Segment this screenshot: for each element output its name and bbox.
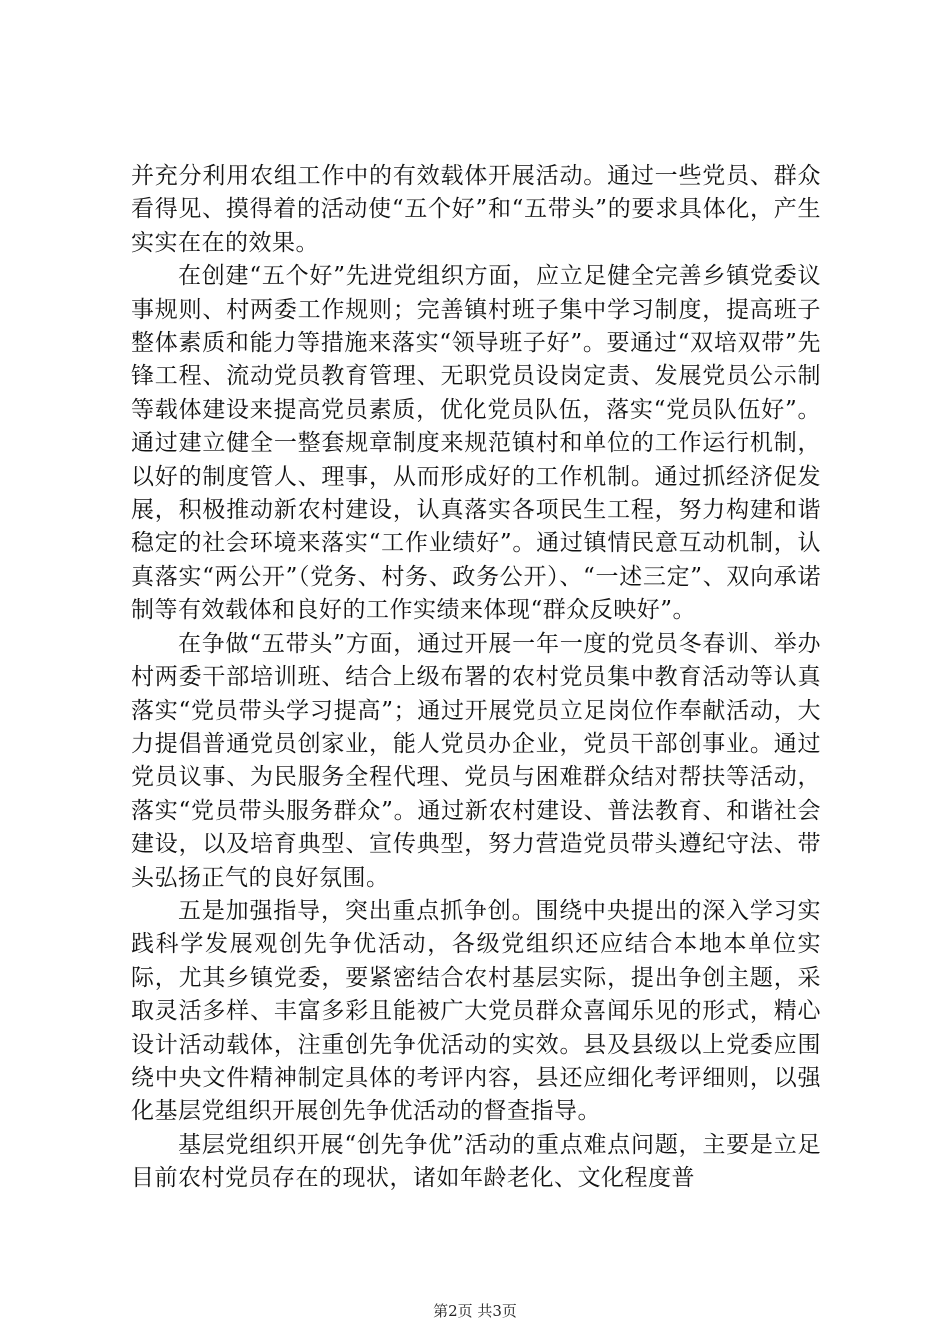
page-footer: 第2页 共3页 [433,1302,517,1320]
document-body [131,160,821,1196]
paragraph: 在创建“五个好”先进党组织方面，应立足健全完善乡镇党委议事规则、村两委工作规则；完善镇村班子集中学习制度，提高班子整体素质和能力等措施来落实“领导班子好”。要通过“双培双带”先锋工程、流动党员教育管理、无职党员设岗定责、发展党员公示制等载体建设来提高党员素质，优化党员队伍，落实“党员队伍好”。通过建立健全一整套规章制度来规范镇村和单位的工作运行机制，以好的制度管人、理事，从而形成好的工作机制。通过抓经济促发展，积极推动新农村建设，认真落实各项民生工程，努力构建和谐稳定的社会环境来落实“工作业绩好”。通过镇情民意互动机制，认真落实“两公开”（党务、村务、政务公开）、“一述三定”、双向承诺制等有效载体和良好的工作实绩来体现“群众反映好”。 [131,263,821,624]
paragraph: 基层党组织开展“创先争优”活动的重点难点问题，主要是立足目前农村党员存在的现状，诸如年龄老化、文化程度普 [131,1131,821,1192]
paragraph: 并充分利用农组工作中的有效载体开展活动。通过一些党员、群众看得见、摸得着的活动使“五个好”和“五带头”的要求具体化，产生实实在在的效果。 [131,163,821,256]
paragraph: 在争做“五带头”方面，通过开展一年一度的党员冬春训、举办村两委干部培训班、结合上级布署的农村党员集中教育活动等认真落实“党员带头学习提高”；通过开展党员立足岗位作奉献活动，大力提倡普通党员创家业，能人党员办企业，党员干部创事业。通过党员议事、为民服务全程代理、党员与困难群众结对帮扶等活动，落实“党员带头服务群众”。通过新农村建设、普法教育、和谐社会建设，以及培育典型、宣传典型，努力营造党员带头遵纪守法、带头弘扬正气的良好氛围。 [131,630,821,891]
paragraph: 五是加强指导，突出重点抓争创。围绕中央提出的深入学习实践科学发展观创先争优活动，各级党组织还应结合本地本单位实际，尤其乡镇党委，要紧密结合农村基层实际，提出争创主题，采取灵活多样、丰富多彩且能被广大党员群众喜闻乐见的形式，精心设计活动载体，注重创先争优活动的实效。县及县级以上党委应围绕中央文件精神制定具体的考评内容，县还应细化考评细则，以强化基层党组织开展创先争优活动的督查指导。 [131,897,821,1125]
